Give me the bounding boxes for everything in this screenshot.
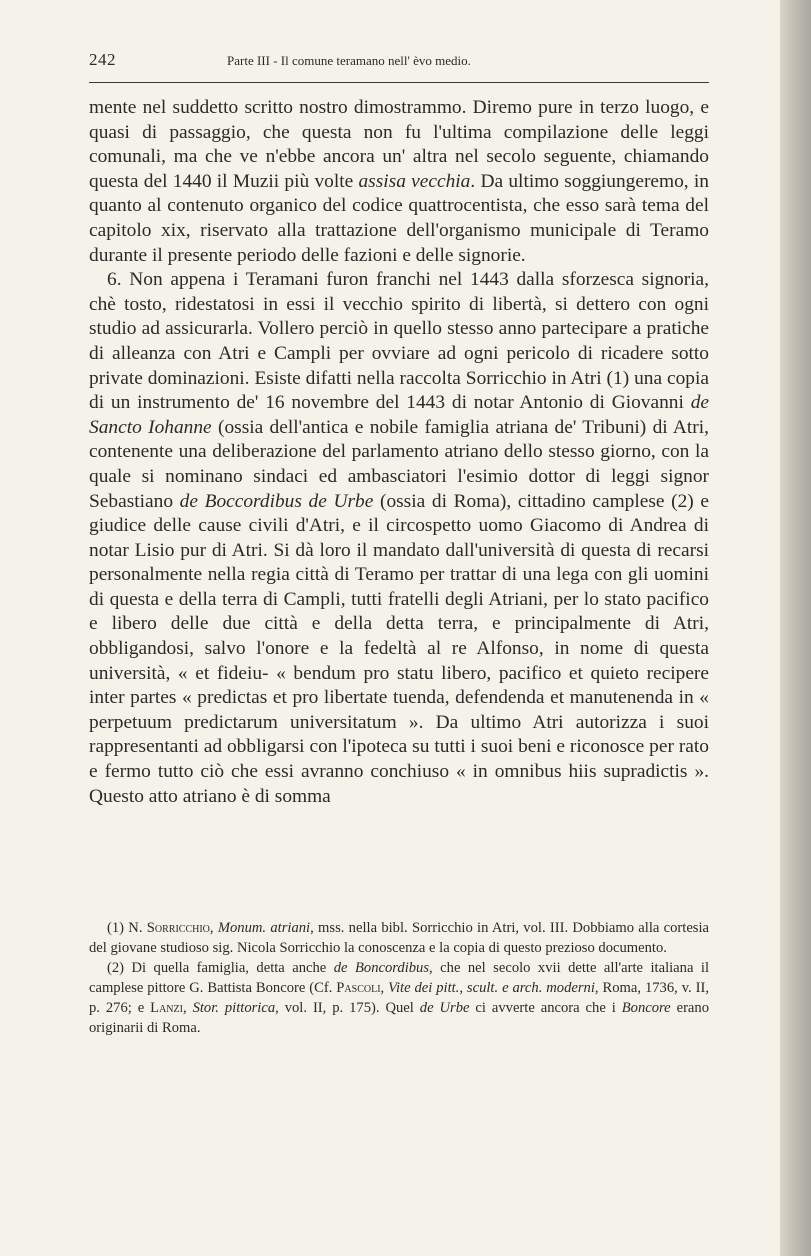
footnote-1: (1) N. Sorricchio, Monum. atriani, mss. nella bibl. Sorricchio in Atri, vol. III. Dobbiamo alla cortesia del giovane studioso sig. Nicola Sorricchio la conoscenza e la copia di questo prezioso documento. <box>89 920 710 956</box>
page-number: 242 <box>89 50 116 69</box>
paragraph: 6. Non appena i Teramani furon franchi nel 1443 dalla sforzesca signoria, chè tosto, ridestatosi in essi il vecchio spirito di libertà, si dettero con ogni studio ad assicurarla. Vollero perciò in quello stesso anno partecipare a pratiche di alleanza con Atri e Campli per ovviare ad ogni pericolo di ricadere sotto private dominazioni. Esiste difatti nella raccolta Sorricchio in Atri (1) una copia di un instrumento de' 16 novembre del 1443 di notar Antonio di Giovanni de Sancto Iohanne (ossia dell'antica e nobile famiglia atriana de' Tribuni) di Atri, contenente una deliberazione del parlamento atriano dello stesso giorno, con la quale si nominano sindaci ed ambasciatori l'esimio dottor di leggi signor Sebastiano de Boccordibus de Urbe (ossia di Roma), cittadino camplese (2) e giudice delle cause civili d'Atri, e il circospetto uomo Giacomo di Andrea di notar Lisio pur di Atri. Si dà loro il mandato dall'università di questa di recarsi personalmente nella regia città di Teramo per trattar di una lega con gli uomini di questa e della terra di Campli, tutti fratelli degli Atriani, per lo stato pacifico e libero delle due città e della detta terra, e principalmente di Atri, obbligandosi, salvo l'onore e la fedeltà al re Alfonso, in nome di questa università, « et fideiu- « bendum pro statu libero, pacifico et quieto recipere inter partes « predictas et pro libertate tuenda, defendenda et manutenenda in « perpetuum predictarum universitatum ». Da ultimo Atri autorizza i suoi rappresentanti ad obbligarsi con l'ipoteca su tutti i suoi beni e riconosce per rato e fermo tutto ciò che essi avranno conchiuso « in omnibus hiis supradictis ». Questo atto atriano è di somma <box>89 269 709 807</box>
footnote-2: (2) Di quella famiglia, detta anche de Boncordibus, che nel secolo xvii dette all'arte italiana il camplese pittore G. Battista Boncore (Cf. Pascoli, Vite dei pitt., scult. e arch. moderni, Roma, 1736, v. II, p. 276; e Lanzi, Stor. pittorica, vol. II, p. 175). Quel de Urbe ci avverte ancora che i Boncore erano originarii di Roma. <box>89 960 710 1036</box>
footnotes <box>89 918 709 1038</box>
italic-term: de Boccordibus de Urbe <box>179 490 374 512</box>
italic-term: de Sancto Iohanne <box>89 392 709 438</box>
main-text <box>89 96 709 809</box>
page-edge-shadow <box>780 0 811 1256</box>
running-title: Parte III - Il comune teramano nell' èvo medio. <box>227 53 471 68</box>
italic-term: assisa vecchia <box>358 170 471 192</box>
paragraph: mente nel suddetto scritto nostro dimostrammo. Diremo pure in terzo luogo, e quasi di passaggio, che questa non fu l'ultima compilazione delle leggi comunali, ma che ve n'ebbe ancora un' altra nel secolo seguente, chiamando questa del 1440 il Muzii più volte assisa vecchia. Da ultimo soggiungeremo, in quanto al contenuto organico del codice quattrocentista, che esso sarà tema del capitolo xix, riservato alla trattazione dell'organismo municipale di Teramo durante il presente periodo delle fazioni e delle signorie. <box>89 97 709 266</box>
page-header <box>89 42 709 83</box>
